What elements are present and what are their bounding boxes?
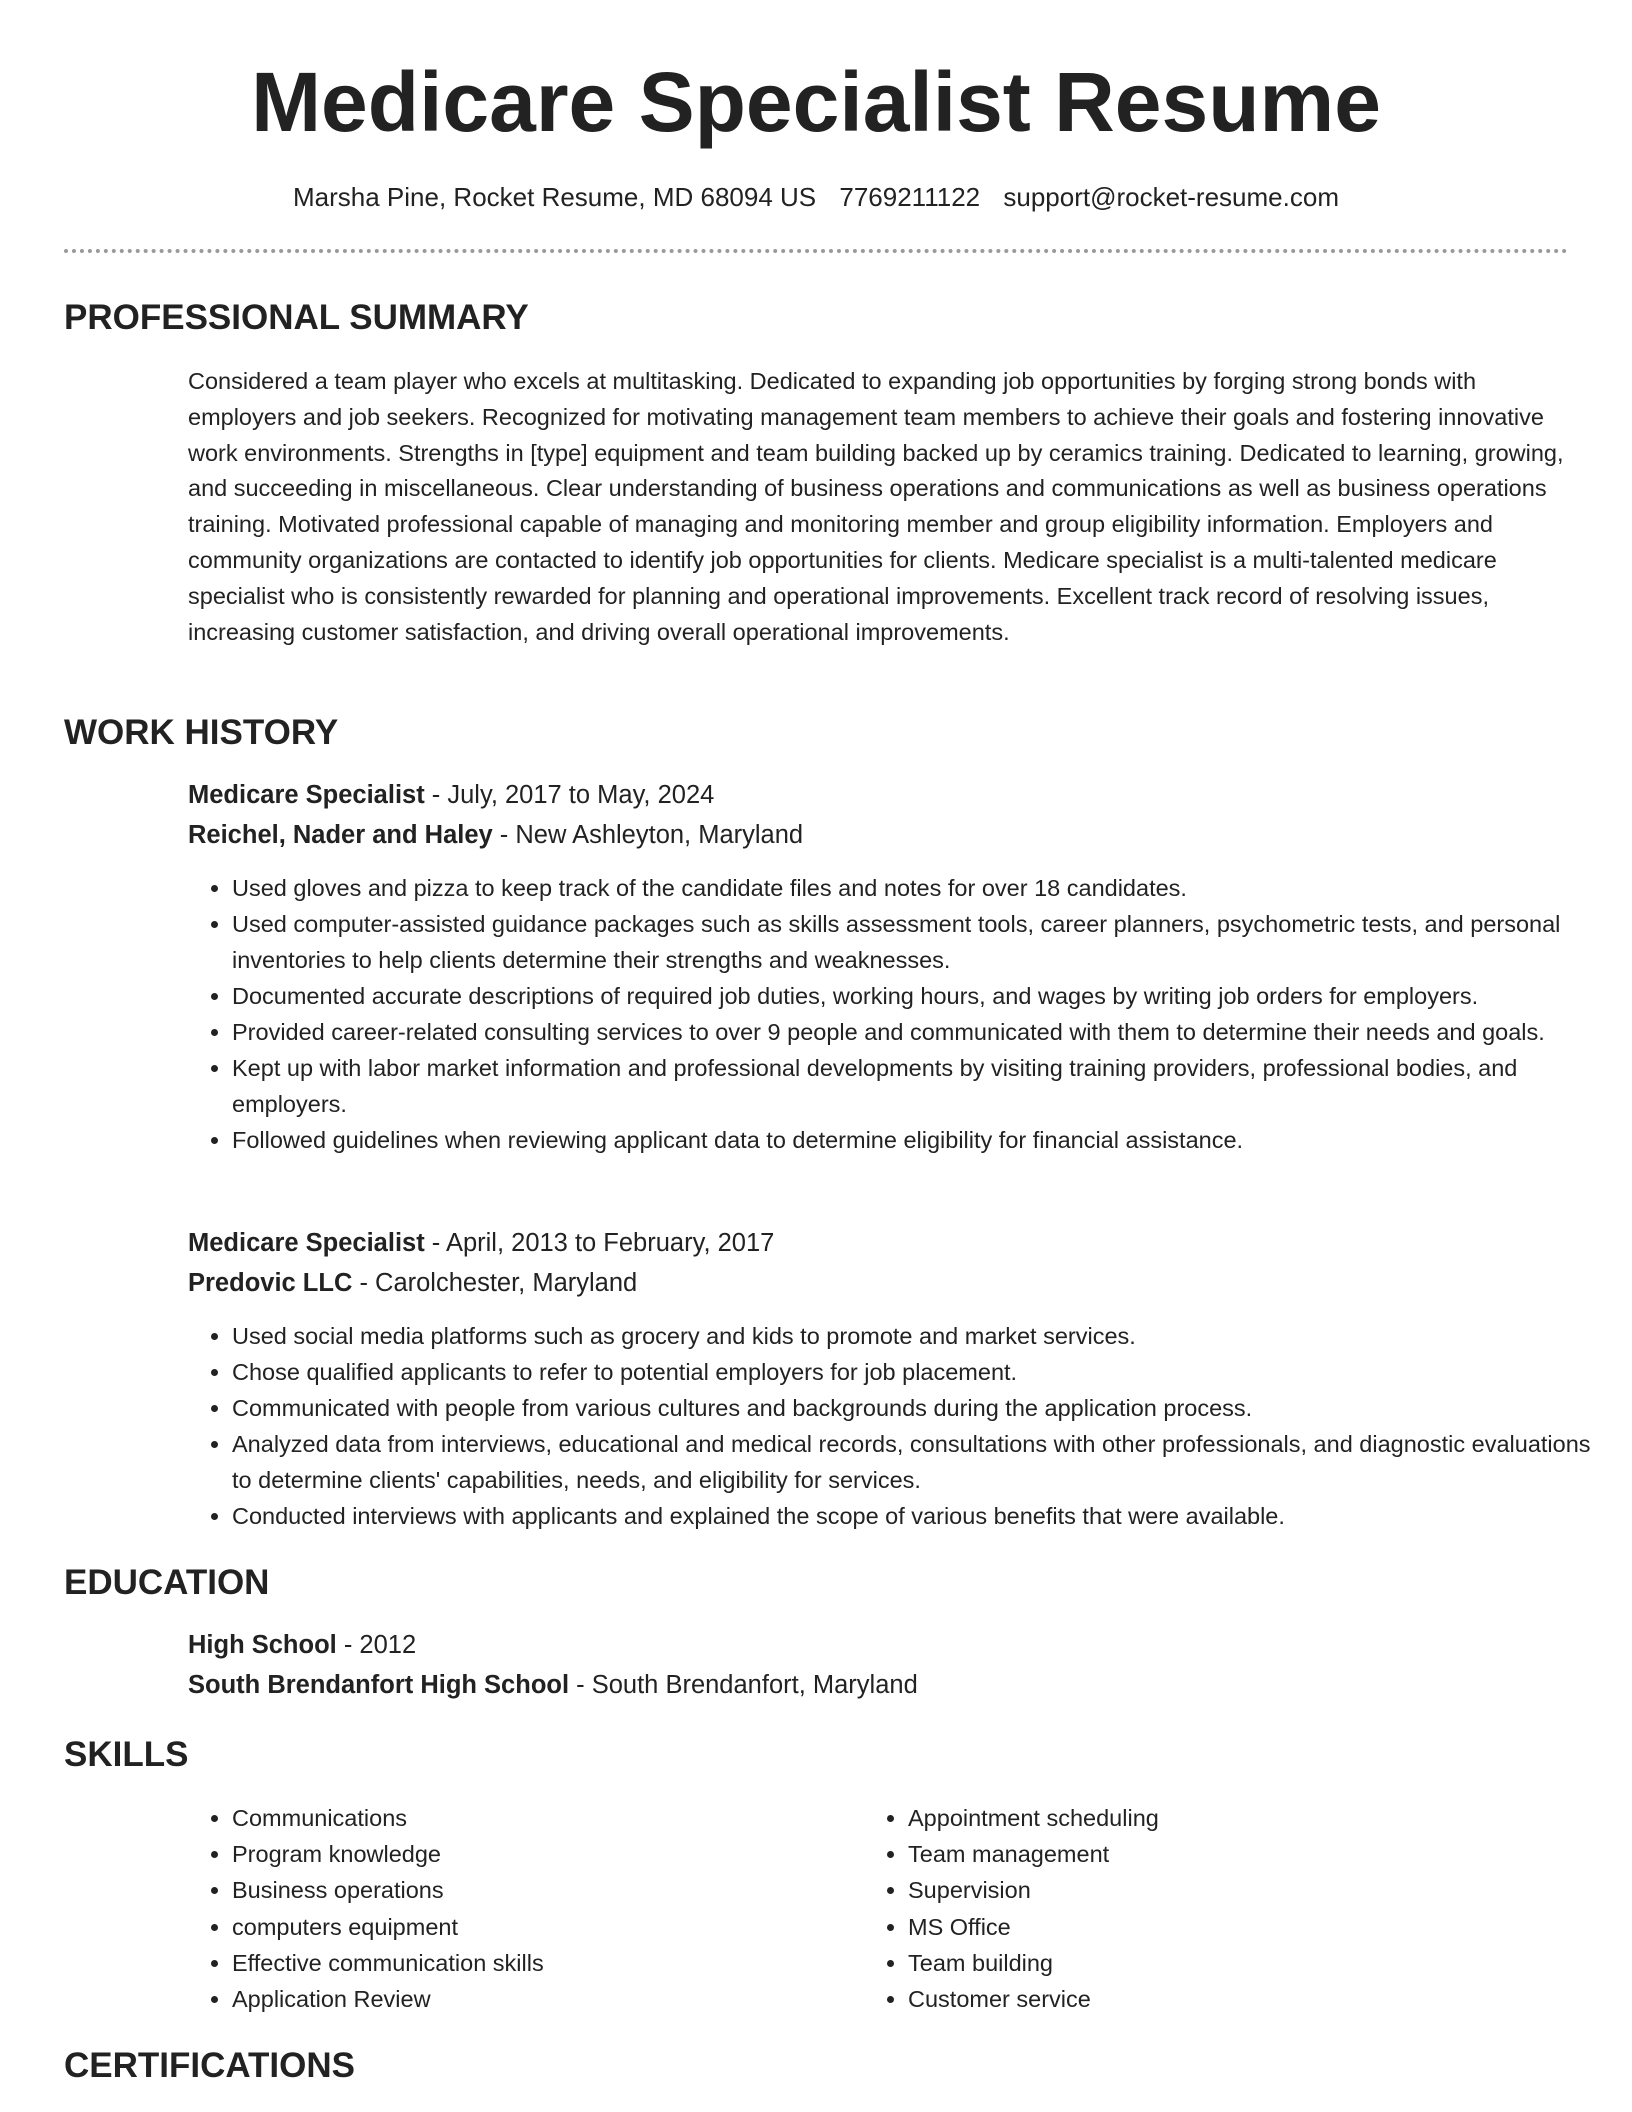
- work-history-heading: WORK HISTORY: [64, 713, 339, 752]
- list-item: • Chose qualified applicants to refer to potential employers for job placement.: [232, 1354, 1612, 1390]
- skills-list-right: [864, 1800, 1508, 2017]
- education-degree: High School: [188, 1631, 337, 1659]
- list-item: • Kept up with labor market information and professional developments by visiting training providers, professional bodies, and employers.: [232, 1050, 1612, 1122]
- job-1-bullets: [188, 870, 1612, 1158]
- job-2-title-line: [188, 1226, 774, 1260]
- list-item: • Application Review: [232, 1981, 832, 2017]
- list-item: • computers equipment: [232, 1909, 832, 1945]
- education-heading: EDUCATION: [64, 1563, 270, 1602]
- job-2-bullets: [188, 1318, 1612, 1534]
- certifications-heading: CERTIFICATIONS: [64, 2046, 356, 2085]
- job-2-dates: - April, 2013 to February, 2017: [424, 1229, 775, 1257]
- job-1-title-line: [188, 778, 714, 812]
- list-item: • Customer service: [908, 1981, 1508, 2017]
- job-2-company-line: [188, 1266, 637, 1300]
- header-divider: [64, 249, 1568, 253]
- list-item: • Communications: [232, 1800, 832, 1836]
- contact-address: Marsha Pine, Rocket Resume, MD 68094 US: [293, 182, 817, 212]
- job-1-company: Reichel, Nader and Haley: [188, 821, 493, 849]
- list-item: • Effective communication skills: [232, 1945, 832, 1981]
- list-item: • MS Office: [908, 1909, 1508, 1945]
- list-item: • Supervision: [908, 1872, 1508, 1908]
- list-item: • Team management: [908, 1836, 1508, 1872]
- list-item: • Used social media platforms such as grocery and kids to promote and market services.: [232, 1318, 1612, 1354]
- list-item: • Team building: [908, 1945, 1508, 1981]
- job-1-company-line: [188, 818, 803, 852]
- job-1-title: Medicare Specialist: [188, 781, 425, 809]
- education-location: - South Brendanfort, Maryland: [569, 1671, 918, 1699]
- education-school: South Brendanfort High School: [188, 1671, 570, 1699]
- list-item: • Analyzed data from interviews, educational and medical records, consultations with other professionals, and diagnostic evaluations to determine clients' capabilities, needs, and eligibility for services.: [232, 1426, 1612, 1498]
- resume-title: Medicare Specialist Resume: [251, 55, 1381, 149]
- job-2-title: Medicare Specialist: [188, 1229, 425, 1257]
- job-2-location: - Carolchester, Maryland: [352, 1269, 638, 1297]
- education-degree-line: [188, 1628, 416, 1662]
- job-1-dates: - July, 2017 to May, 2024: [424, 781, 715, 809]
- list-item: • Conducted interviews with applicants and explained the scope of various benefits that were available.: [232, 1498, 1612, 1534]
- list-item: • Appointment scheduling: [908, 1800, 1508, 1836]
- contact-phone: 7769211122: [839, 182, 981, 212]
- list-item: • Program knowledge: [232, 1836, 832, 1872]
- job-1-location: - New Ashleyton, Maryland: [492, 821, 804, 849]
- summary-heading: PROFESSIONAL SUMMARY: [64, 298, 529, 337]
- skills-list-left: [188, 1800, 832, 2017]
- list-item: • Communicated with people from various cultures and backgrounds during the application process.: [232, 1390, 1612, 1426]
- education-school-line: [188, 1668, 918, 1702]
- list-item: • Used gloves and pizza to keep track of the candidate files and notes for over 18 candidates.: [232, 870, 1612, 906]
- list-item: • Business operations: [232, 1872, 832, 1908]
- list-item: • Used computer-assisted guidance packages such as skills assessment tools, career planners, psychometric tests, and personal inventories to help clients determine their strengths and weaknesses.: [232, 906, 1612, 978]
- contact-line: [0, 180, 1632, 214]
- education-year: - 2012: [336, 1631, 417, 1659]
- list-item: • Documented accurate descriptions of required job duties, working hours, and wages by writing job orders for employers.: [232, 978, 1612, 1014]
- summary-text: Considered a team player who excels at multitasking. Dedicated to expanding job opportunities by forging strong bonds with employers and job seekers. Recognized for motivating management team members to achieve their goals and fostering innovative work environments. Strengths in [type] equipment and team building backed up by ceramics training. Dedicated to learning, growing, and succeeding in miscellaneous. Clear understanding of business operations and communications as well as business operations training. Motivated professional capable of managing and monitoring member and group eligibility information. Employers and community organizations are contacted to identify job opportunities for clients. Medicare specialist is a multi-talented medicare specialist who is consistently rewarded for planning and operational improvements. Excellent track record of resolving issues, increasing customer satisfaction, and driving overall operational improvements.: [188, 368, 1564, 645]
- job-2-company: Predovic LLC: [188, 1269, 353, 1297]
- contact-email: support@rocket-resume.com: [1003, 182, 1339, 212]
- skills-heading: SKILLS: [64, 1735, 189, 1774]
- list-item: • Followed guidelines when reviewing applicant data to determine eligibility for financial assistance.: [232, 1122, 1612, 1158]
- list-item: • Provided career-related consulting services to over 9 people and communicated with them to determine their needs and goals.: [232, 1014, 1612, 1050]
